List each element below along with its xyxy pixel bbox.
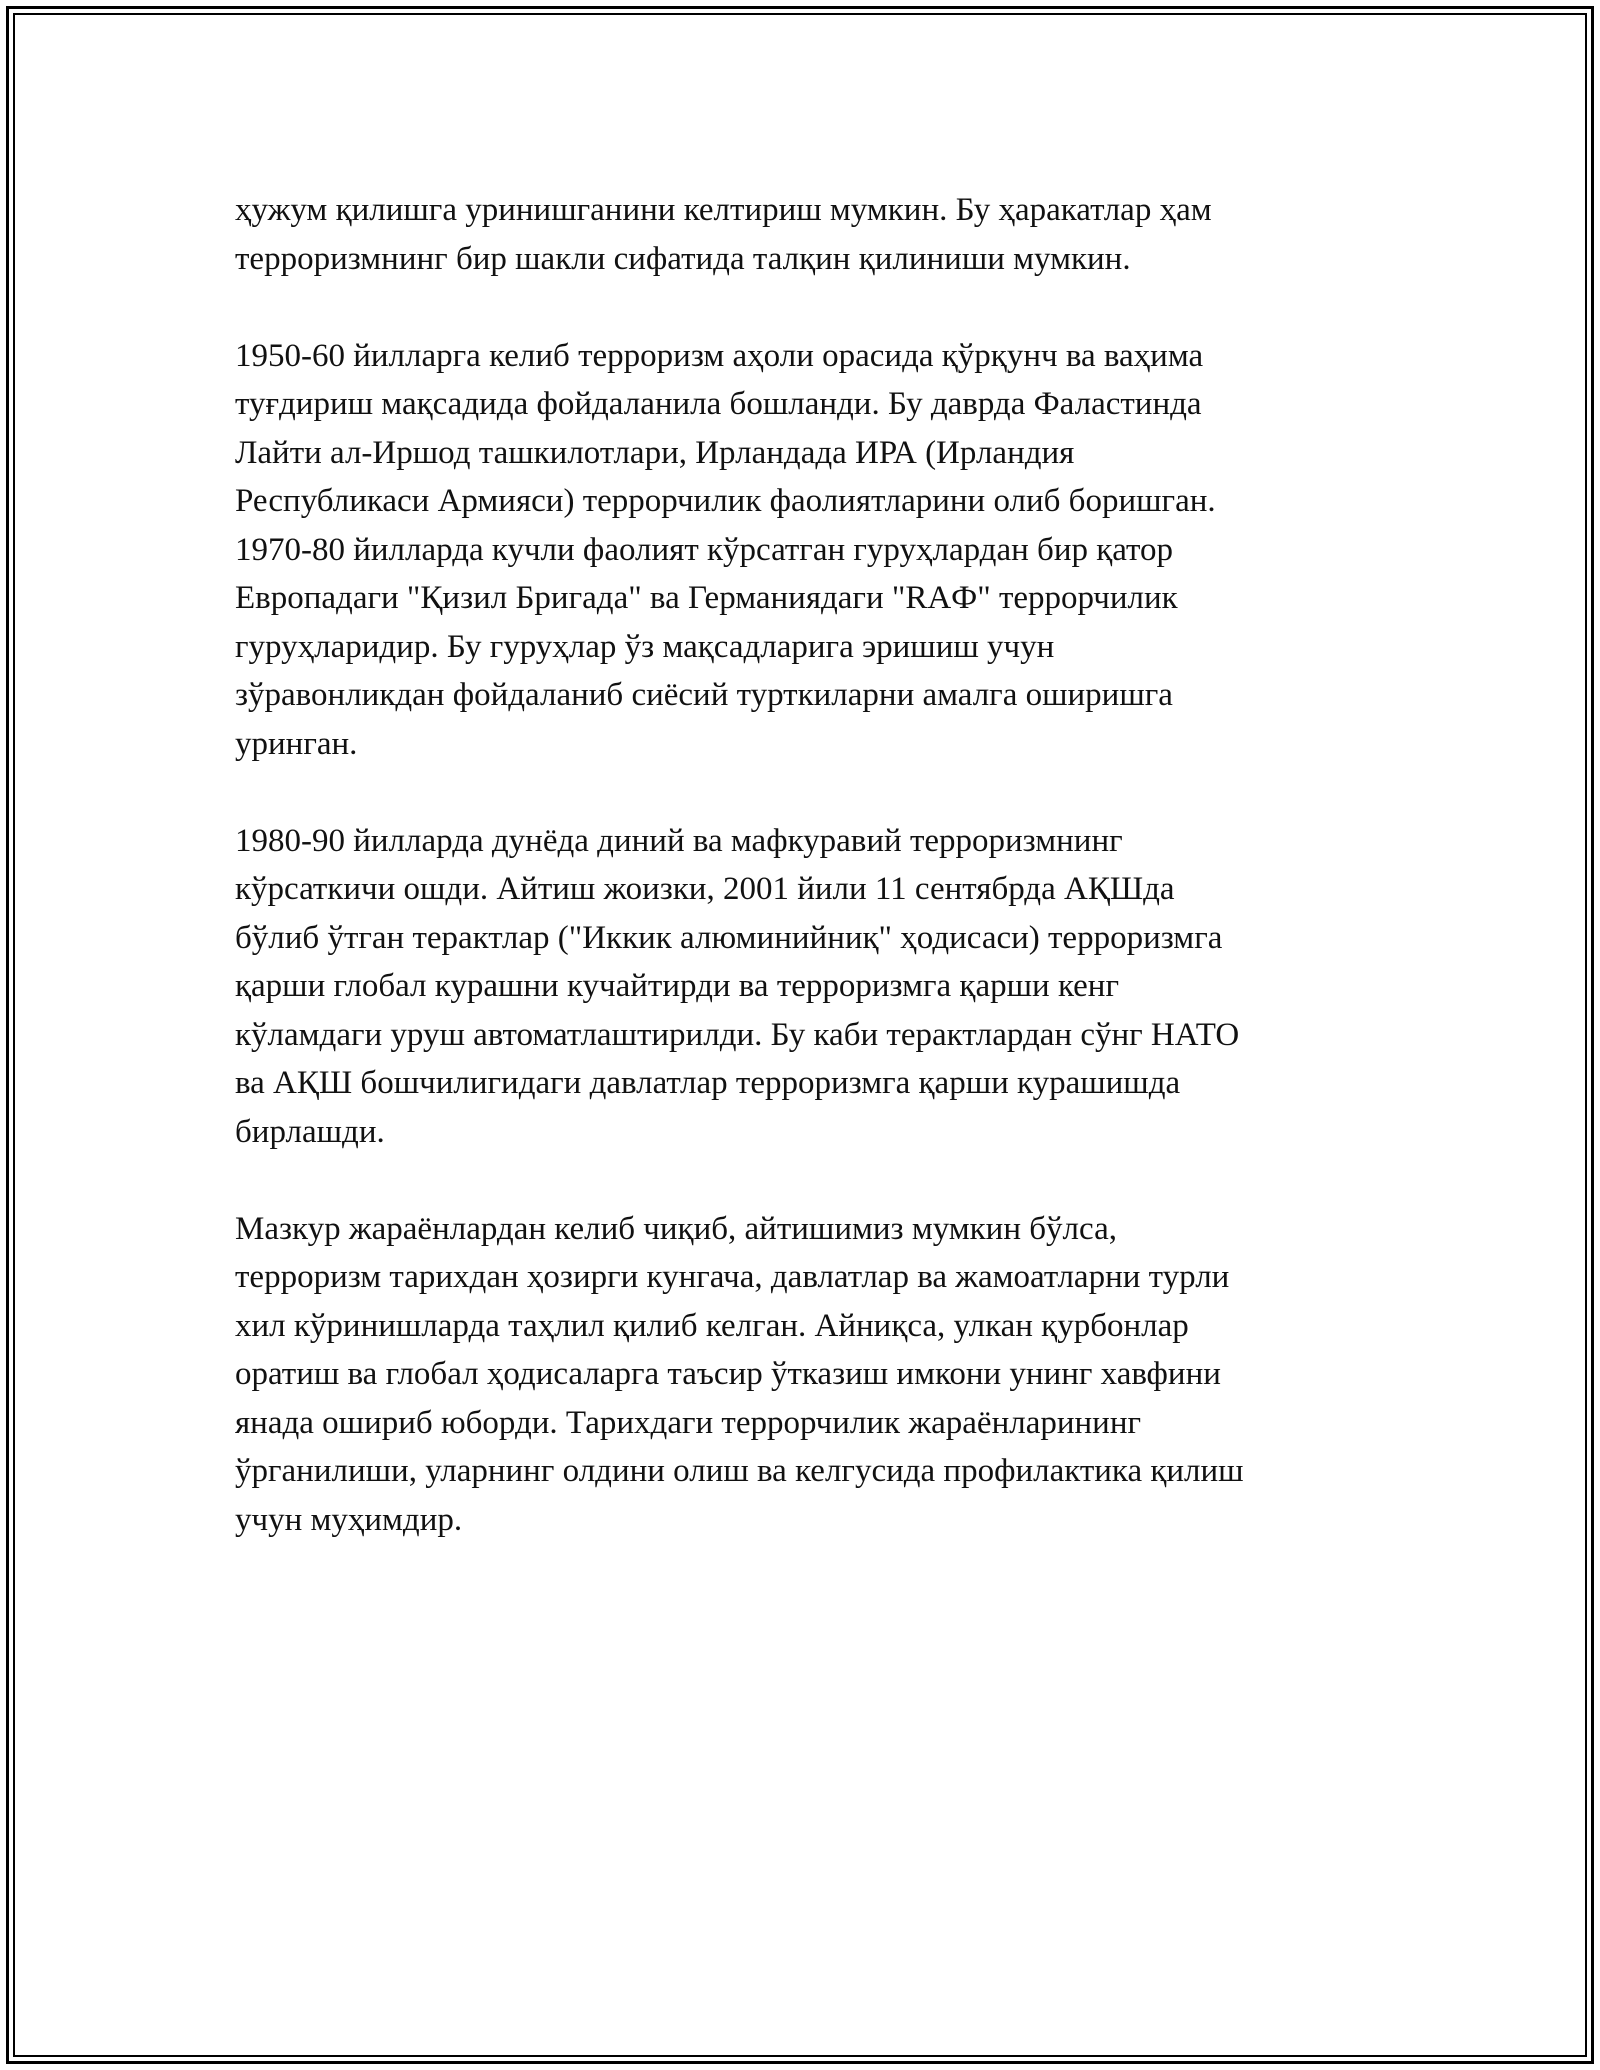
paragraph-2 bbox=[235, 332, 1395, 769]
text-line: оратиш ва глобал ҳодисаларга таъсир ўтказиш имкони унинг хавфини bbox=[235, 1356, 1221, 1392]
text-line: ва АҚШ бошчилигидаги давлатлар терроризмга қарши курашишда bbox=[235, 1065, 1181, 1101]
text-line: Европадаги "Қизил Бригада" ва Германиядаги "RAФ" террорчилик bbox=[235, 580, 1178, 616]
text-line: 1970-80 йилларда кучли фаолият кўрсатган гуруҳлардан бир қатор bbox=[235, 531, 1174, 568]
paragraph-3 bbox=[235, 817, 1395, 1157]
text-line: терроризмнинг бир шакли сифатида талқин қилиниши мумкин. bbox=[235, 240, 1131, 277]
text-line: терроризм тарихдан ҳозирги кунгача, давлатлар ва жамоатларни турли bbox=[235, 1259, 1230, 1295]
text-line: учун муҳимдир. bbox=[235, 1501, 463, 1538]
paragraph-4 bbox=[235, 1205, 1395, 1545]
text-line: 1950-60 йилларга келиб терроризм аҳоли орасида қўрқунч ва ваҳима bbox=[235, 337, 1204, 374]
text-line: гуруҳларидир. Бу гуруҳлар ўз мақсадларига эришиш учун bbox=[235, 628, 1055, 665]
text-line: бўлиб ўтган терактлар ("Иккик алюминийниқ" ҳодисаси) терроризмга bbox=[235, 919, 1223, 956]
text-line: Лайти ал-Иршод ташкилотлари, Ирландада ИРА (Ирландия bbox=[235, 434, 1075, 471]
text-line: ўрганилиши, уларнинг олдини олиш ва келгусида профилактика қилиш bbox=[235, 1453, 1244, 1489]
text-line: бирлашди. bbox=[235, 1113, 385, 1150]
text-line: Мазкур жараёнлардан келиб чиқиб, айтишимиз мумкин бўлса, bbox=[235, 1210, 1117, 1247]
text-line: уринган. bbox=[235, 725, 358, 762]
text-line: хил кўринишларда таҳлил қилиб келган. Айниқса, улкан қурбонлар bbox=[235, 1307, 1189, 1344]
text-line: қарши глобал курашни кучайтирди ва терроризмга қарши кенг bbox=[235, 968, 1119, 1004]
text-line: туғдириш мақсадида фойдаланила бошланди. Бу даврда Фаластинда bbox=[235, 386, 1202, 422]
text-line: Республикаси Армияси) террорчилик фаолиятларини олиб боришган. bbox=[235, 483, 1216, 519]
text-line: янада ошириб юборди. Тарихдаги террорчилик жараёнларининг bbox=[235, 1404, 1142, 1441]
text-line: 1980-90 йилларда дунёда диний ва мафкуравий терроризмнинг bbox=[235, 822, 1123, 859]
document-body bbox=[235, 186, 1395, 1593]
text-line: ҳужум қилишга уринишганини келтириш мумкин. Бу ҳаракатлар ҳам bbox=[235, 192, 1212, 228]
text-line: кўрсаткичи ошди. Айтиш жоизки, 2001 йили 11 сентябрда АҚШда bbox=[235, 871, 1175, 907]
paragraph-1 bbox=[235, 186, 1395, 283]
text-line: зўравонликдан фойдаланиб сиёсий турткиларни амалга оширишга bbox=[235, 677, 1173, 713]
text-line: кўламдаги уруш автоматлаштирилди. Бу каби терактлардан сўнг НАТО bbox=[235, 1016, 1240, 1053]
